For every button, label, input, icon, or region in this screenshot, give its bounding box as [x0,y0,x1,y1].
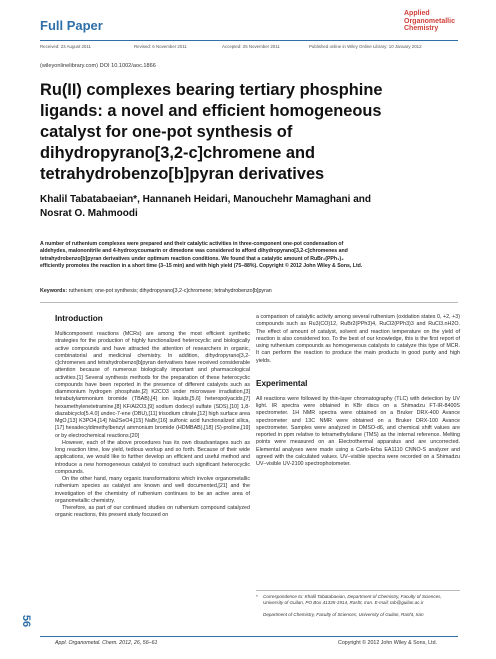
author-list [40,193,460,220]
footnote-correspondence [256,594,460,607]
section-heading-experimental: Experimental [256,378,308,388]
journal-logo [404,10,466,33]
date-accepted: Accepted: 25 November 2011 [222,44,280,49]
abstract-line: A number of ruthenium complexes were prepared and their catalytic activities in three-component one-pot condensation of [40,241,344,247]
experimental-paragraph: All reactions were followed by thin-layer chromatography (TLC) with detection by UV light. IR spectra were obtained in KBr discs on a Shimadzu FT-IR-8400S spectrometer. 1H NMR spectra were obtained on a Bruker DRX-400 Avance spectrometer and 13C NMR were obtained on a Bruker DRX-100 Avance spectrometer. Samples were analyzed in DMSO-d6, and chemical shift values are reported in ppm relative to tetramethylsilane (TMS) as the internal reference. Melting points were measured on an Electrothermal apparatus and are uncorrected. Elemental analyses were made using a Carlo-Erba EA1110 CNNO-S analyzer and agreed with the calculated values. UV–visible spectra were recorded on a Shimadzu UV–visible UV-2100 spectrophotometer. [256,395,460,467]
footnote-rule [256,590,460,591]
footer-copyright: Copyright © 2012 John Wiley & Sons, Ltd. [338,640,438,646]
abstract-line: aldehydes, malononitrile and 4-hydroxycoumarin or dimedone was considered to afford dihydropyrano[3,2-c]chromenes and [40,248,348,255]
date-revised: Revised: 6 November 2011 [134,44,187,49]
right-column [256,314,460,468]
section-heading-introduction: Introduction [55,314,103,323]
keywords-text: ruthenium; one-pot synthesis; dihydropyrano[3,2-c]chromene; tetrahydrobenzo[b]pyran [68,288,272,294]
date-published: Published online in Wiley Online Library: 10 January 2012 [309,44,422,49]
doi-line: (wileyonlinelibrary.com) DOI 10.1002/aoc.1866 [40,63,156,69]
title-line: ligands: a novel and efficient homogeneous [40,102,382,120]
date-received: Received: 23 August 2011 [40,44,91,49]
paper-type-label: Full Paper [40,18,103,33]
correspondence-footnote [256,594,460,618]
intro-paragraph-2: However, each of the above procedures has its own disadvantages such as long reaction time, low yield, tedious workup and so forth. Because of their wide applications, we would like to further develop an efficient and useful method and introduce a new homogeneous catalyst to construct such significant heterocyclic compounds. [55,439,250,475]
footnote-correspondence-text: Correspondence to: Khalil Tabatabaeian, Department of Chemistry, Faculty of Sciences, University of Guilan, PO Box 41335-1914, Rasht, Iran. E-mail: tab@guilan.ac.ir [263,594,442,606]
journal-logo-line-3: Chemistry [404,25,439,32]
intro-paragraph-4: Therefore, as part of our continued studies on ruthenium compound catalyzed organic reactions, this present study focused on [55,505,250,519]
left-column [55,314,250,520]
abstract-line: efficiently promotes the reaction in a short time (3–15 min) and with high yield (75–88%). Copyright © 2012 John Wiley & Sons, Ltd. [40,262,363,269]
journal-logo-line-2: Organometallic [404,17,455,25]
intro-paragraph-3: On the other hand, many organic transformations which involve organometallic ruthenium species as catalyst are known and well documented,[21] and the investigation of the chemistry of ruthenium continues to be an active area of organometallic chemistry. [55,476,250,504]
title-line: Ru(II) complexes bearing tertiary phosphine [40,81,383,99]
title-line: dihydropyrano[3,2-c]chromene and [40,144,316,162]
page-number: 56 [20,614,33,628]
footer-rule [40,636,458,637]
keywords-label: Keywords: [40,288,68,294]
footnote-affiliation: Department of Chemistry, Faculty of Sciences, University of Guilan, Rasht, Iran [263,611,424,617]
abstract [40,241,460,270]
author-line: Nosrat O. Mahmoodi [40,207,138,219]
section-rule [40,302,458,303]
header-rule [40,40,458,41]
intro-paragraph-1: Multicomponent reactions (MCRs) are among the most efficient synthetic strategies for the production of highly functionalized heterocyclic and biologically active compounds and have attracted the attention of researchers in organic, combinatorial and medicinal chemistry. In addition, dihydropyrano[3,2-c]chromenes and tetrahydrobenzo[b]pyran derivatives have received considerable attention because of numerous biologically important and pharmacological activities.[1] Several synthesis methods for the preparation of these heterocyclic compounds have been reported in the presence of different catalysts such as diammonium hydrogen phosphate,[2] K2CO3 under microwave irradiation,[3] tetrabutylammonium bromide (TBAB),[4] ion liquids,[5,6] heteropolyacids,[7] hexamethylenetetramine,[8] KF/Al2O3,[9] sodium dodecyl sulfate (SDS),[10] 1,8-diazabicyclo[5.4.0] undec-7-ene (DBU),[11] trisodium citrate,[12] high surface area MgO,[13] K3PO4,[14] Na2SeO4,[15] NaBr,[16] sulfonic acid functionalized silica,[17] hexadecyldimethylbenzyl ammonium bromide (HDMBAB),[18] (S)-proline,[19] or by electrochemical reactions.[20] [55,331,250,439]
abstract-line: tetrahydrobenzo[b]pyran derivatives under optimum reaction conditions. We found that a catalytic amount of RuBr₂(PPh₃)₄ [40,255,344,262]
article-title [40,80,460,185]
title-line: tetrahydrobenzo[b]pyran derivatives [40,165,325,183]
title-line: catalyst for one-pot synthesis of [40,123,293,141]
right-paragraph-1: a comparison of catalytic activity among several ruthenium (oxidation states 0, +2, +3) compounds such as Ru3(CO)12, RuBr2(PPh3)4, RuCl2(PPh3)3 and RuCl3.nH2O. The effect of amount of catalyst, solvent and reaction temperature on the yield of reaction is also considered too. To the best of our knowledge, this is the first report of using ruthenium compounds as homogeneous catalysts to catalyze this type of MCR. It can perform the reaction to produce the main products in good purity and high yields. [256,314,460,364]
journal-logo-line-1: Applied [404,10,430,17]
keywords [40,288,272,294]
footer-citation: Appl. Organometal. Chem. 2012, 26, 56–61 [55,640,158,646]
author-line: Khalil Tabatabaeian*, Hannaneh Heidari, Manouchehr Mamaghani and [40,194,371,205]
footnote-marker: * [256,594,258,599]
